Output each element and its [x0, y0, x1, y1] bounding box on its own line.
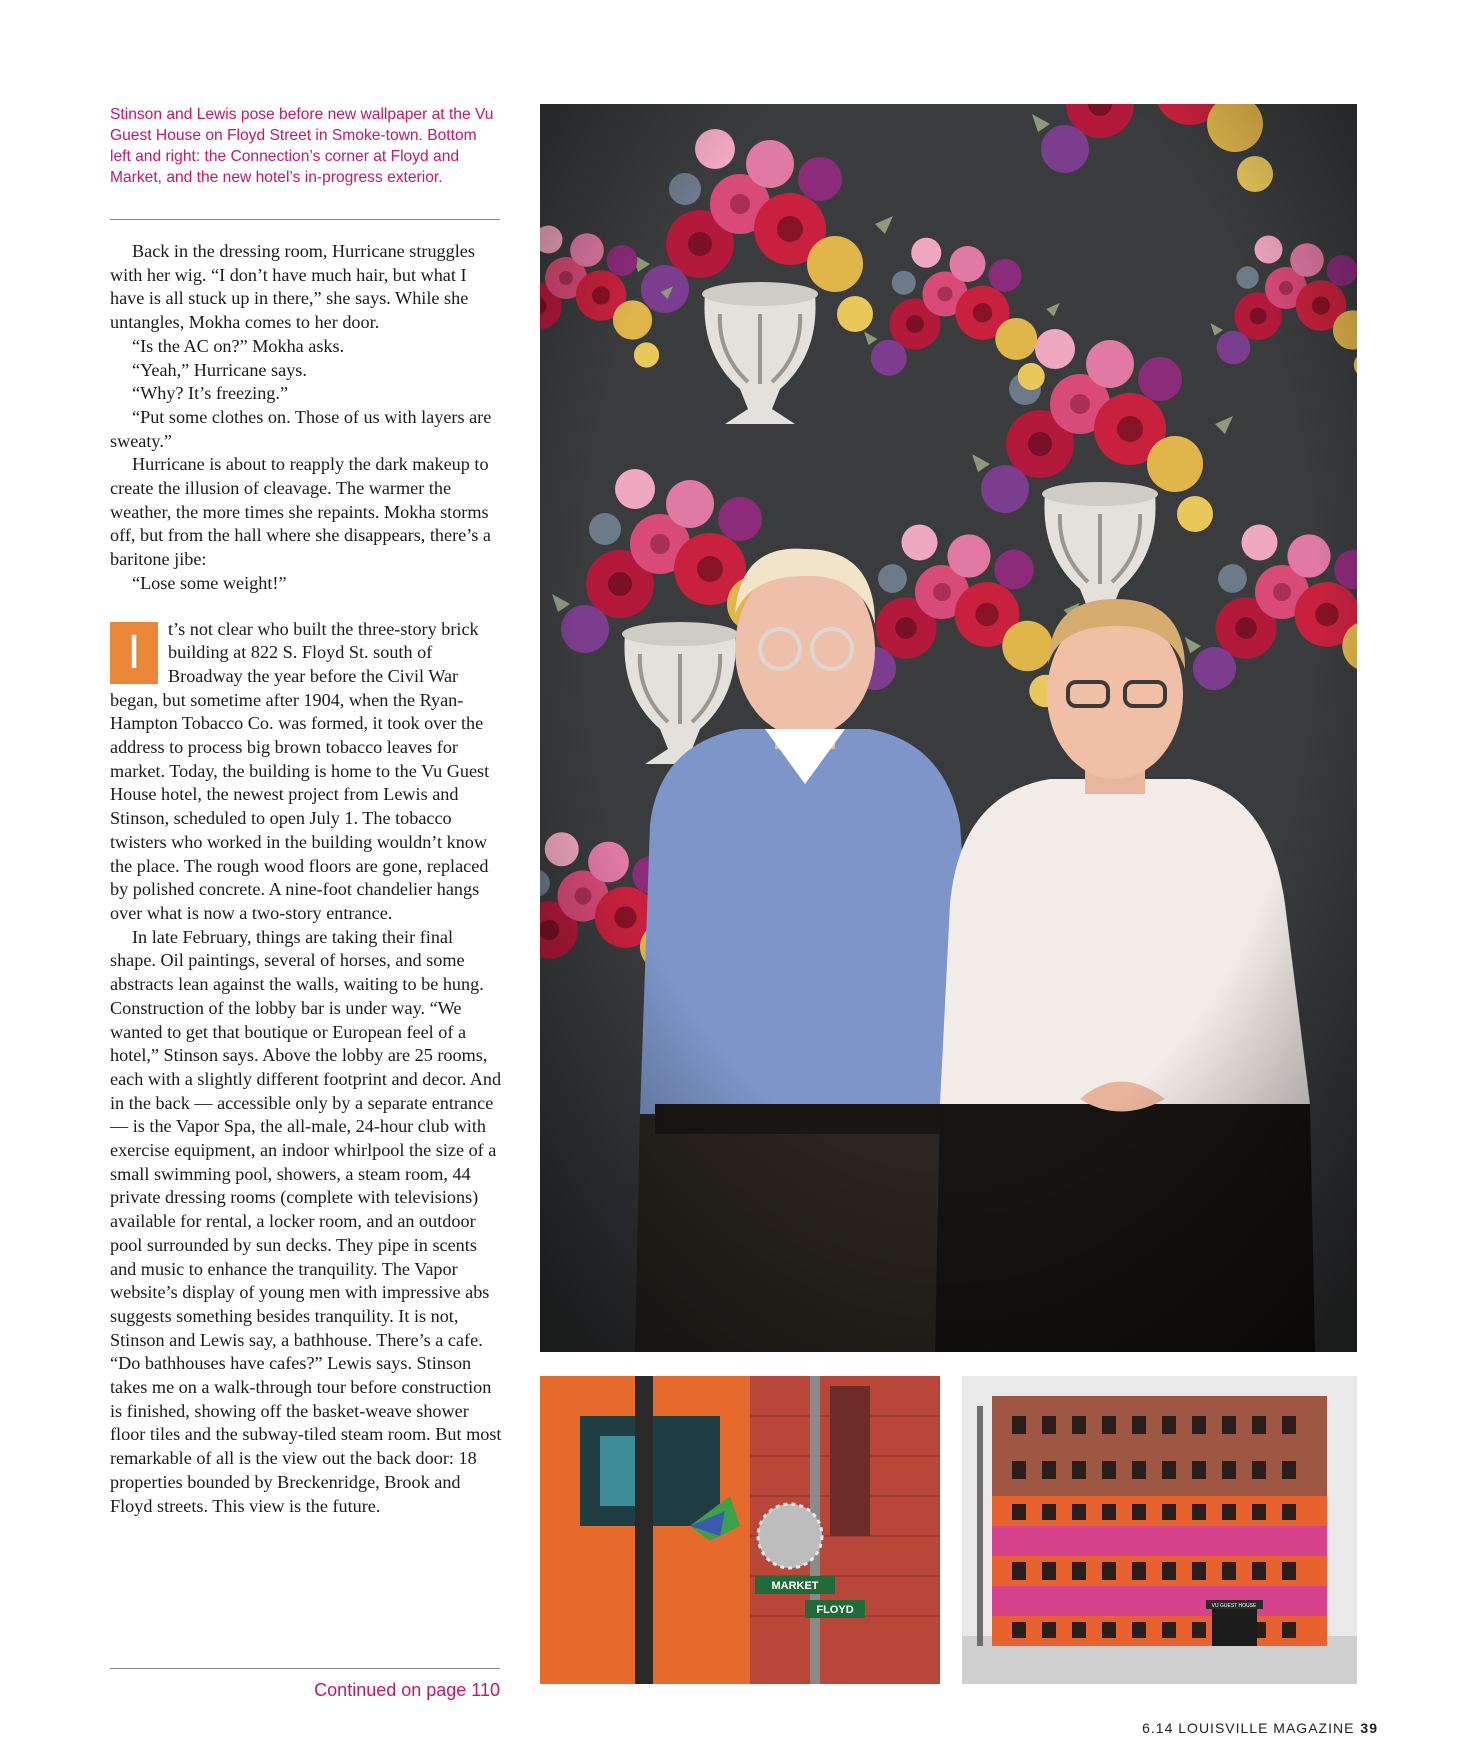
hotel-exterior-illustration [962, 1376, 1357, 1684]
floyd-street-sign: FLOYD [816, 1604, 854, 1616]
hotel-exterior-photo [962, 1376, 1357, 1684]
issue-and-magazine-title: 6.14 LOUISVILLE MAGAZINE [1142, 1720, 1355, 1736]
article-paragraph: “Why? It’s freezing.” [132, 383, 289, 404]
drop-cap: I [110, 622, 158, 684]
footer-divider [110, 1668, 500, 1669]
market-street-sign: MARKET [771, 1580, 819, 1592]
article-paragraph: Hurricane is about to reapply the dark makeup to create the illusion of cleavage. The warmer the weather, the more times she repaints. Mokha storms off, but from the hall where she disappears, there’s a baritone jibe: [110, 454, 491, 570]
photo-caption: Stinson and Lewis pose before new wallpaper at the Vu Guest House on Floyd Street in Smoke-town. Bottom left and right: the Connection’s corner at Floyd and Market, and the new hotel’s in-progress exterior. [110, 106, 494, 186]
page-number: 39 [1360, 1720, 1378, 1736]
section-opening-paragraph [110, 618, 503, 926]
article-paragraph: “Is the AC on?” Mokha asks. [132, 335, 345, 356]
article-paragraph: In late February, things are taking their final shape. Oil paintings, several of horses, and some abstracts lean against the walls, waiting to be hung. Construction of the lobby bar is under way. “We wanted to get that boutique or European feel of a hotel,” Stinson says. Above the lobby are 25 rooms, each with a slightly different footprint and decor. And in the back — accessible only by a separate entrance — is the Vapor Spa, the all-male, 24-hour club with exercise equipment, an indoor whirlpool the size of a small swimming pool, showers, a steam room, 44 private dressing rooms (complete with televisions) available for rental, a locker room, and an outdoor pool surrounded by sun decks. They pipe in scents and music to enhance the tranquility. The Vapor website’s display of young men with impressive abs suggests something besides tranquility. It is not, Stinson and Lewis say, a bathhouse. There’s a cafe. “Do bathhouses have cafes?” Lewis says. Stinson takes me on a walk-through tour before construction is finished, showing off the basket-weave shower floor tiles and the subway-tiled steam room. But most remarkable of all is the view out the back door: 18 properties bounded by Breckenridge, Brook and Floyd streets. This view is the future. [110, 926, 502, 1516]
street-corner-illustration [540, 1376, 940, 1684]
continued-note: Continued on page 110 [314, 1680, 500, 1700]
section-opening-text: t’s not clear who built the three-story brick building at 822 S. Floyd St. south of Broadway the year before the Civil War began, but sometime after 1904, when the Ryan-Hampton Tobacco Co. was formed, it took over the address to process big brown tobacco leaves for market. Today, the building is home to the Vu Guest House hotel, the newest project from Lewis and Stinson, scheduled to open July 1. The tobacco twisters who worked in the building wouldn’t know the place. The rough wood floors are gone, replaced by polished concrete. A nine-foot chandelier hangs over what is now a two-story entrance. [110, 618, 490, 923]
page-footer [1142, 1720, 1378, 1736]
street-corner-photo [540, 1376, 940, 1684]
portrait-photo [540, 104, 1357, 1352]
portrait-illustration [540, 104, 1357, 1352]
caption-divider [110, 219, 500, 220]
article-paragraph: “Lose some weight!” [132, 572, 287, 593]
article-paragraph: Back in the dressing room, Hurricane struggles with her wig. “I don’t have much hair, but what I have is all stuck up in there,” she says. While she untangles, Mokha comes to her door. [110, 241, 475, 333]
hotel-sign: VU GUEST HOUSE [1211, 1603, 1257, 1609]
article-paragraph: “Yeah,” Hurricane says. [132, 359, 307, 380]
article-body [110, 240, 503, 1518]
article-paragraph: “Put some clothes on. Those of us with layers are sweaty.” [110, 406, 492, 451]
